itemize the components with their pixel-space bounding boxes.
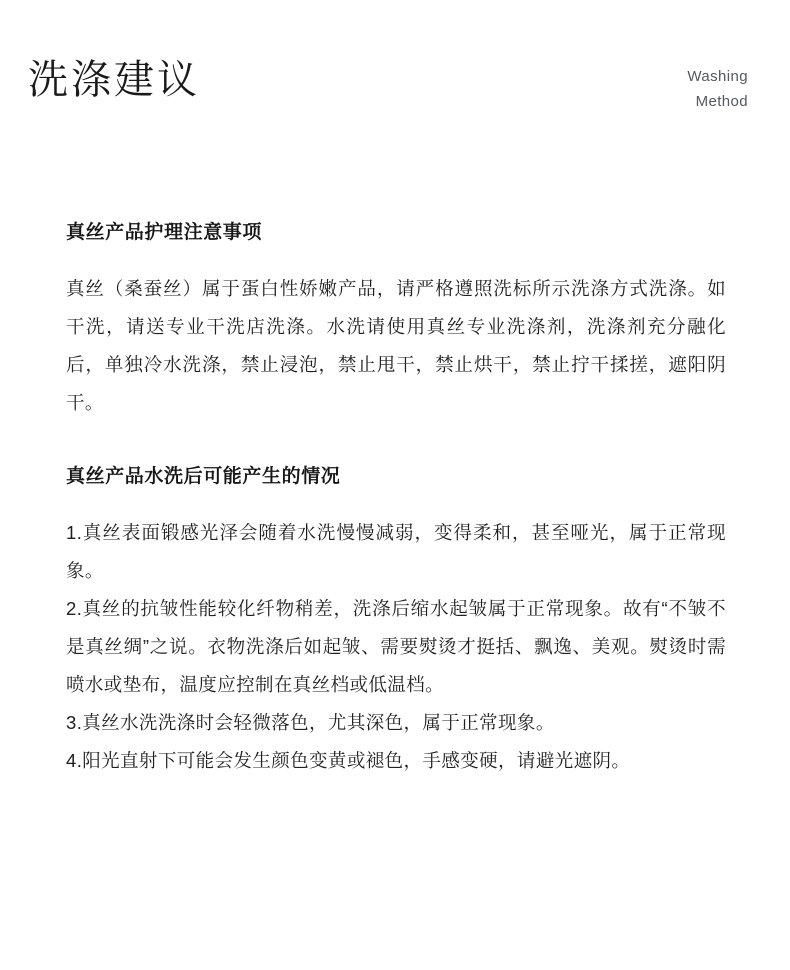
page-header [0,52,790,130]
section-heading-after-wash: 真丝产品水洗后可能产生的情况 [66,466,341,487]
section-paragraph-care-notes: 真丝（桑蚕丝）属于蛋白性娇嫩产品，请严格遵照洗标所示洗涤方式洗涤。如干洗，请送专业干洗店洗涤。水洗请使用真丝专业洗涤剂，洗涤剂充分融化后，单独冷水洗涤，禁止浸泡，禁止甩干，禁止烘干，禁止拧干揉搓，遮阳阴干。 [66,278,726,413]
section-heading-care-notes: 真丝产品护理注意事项 [66,222,263,243]
page-title-english-line1: Washing [687,68,748,85]
page-title: 洗涤建议 [28,58,200,102]
page-title-english [598,64,748,114]
after-wash-list [66,514,726,780]
list-item: 4.阳光直射下可能会发生颜色变黄或褪色，手感变硬，请避光遮阴。 [66,750,631,771]
section-care-notes [66,218,726,422]
list-item: 3.真丝水洗洗涤时会轻微落色，尤其深色，属于正常现象。 [66,712,555,733]
section-after-wash [66,462,726,780]
content-body [66,218,726,780]
list-item: 2.真丝的抗皱性能较化纤物稍差，洗涤后缩水起皱属于正常现象。故有“不皱不是真丝绸”之说。衣物洗涤后如起皱、需要熨烫才挺括、飘逸、美观。熨烫时需喷水或垫布，温度应控制在真丝档或低温档。 [66,598,726,695]
page-title-english-line2: Method [695,93,748,110]
list-item: 1.真丝表面锻感光泽会随着水洗慢慢减弱，变得柔和，甚至哑光，属于正常现象。 [66,522,726,581]
